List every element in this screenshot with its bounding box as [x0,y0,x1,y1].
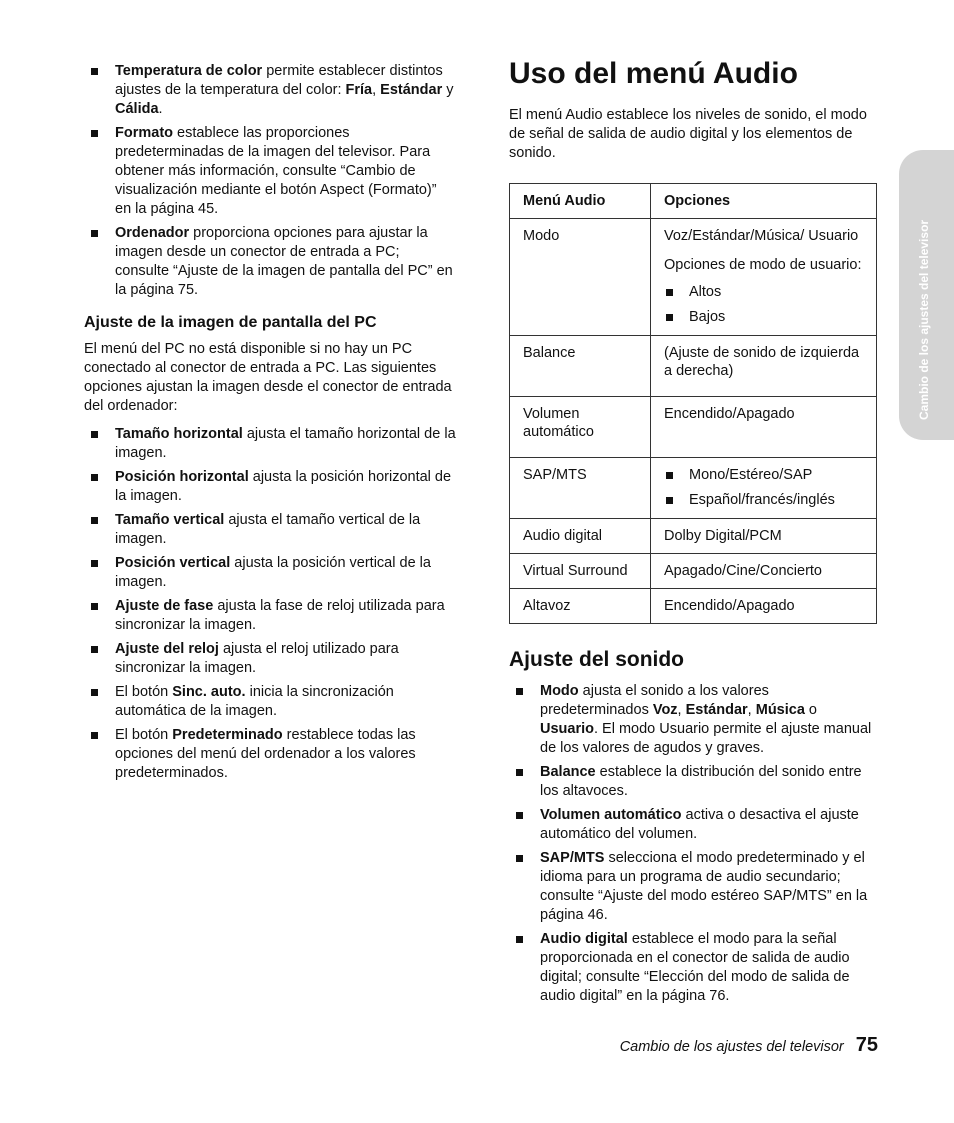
footer-text: Cambio de los ajustes del televisor [619,1039,844,1055]
table-cell: (Ajuste de sonido de izquierda a derecha) [651,336,877,397]
list-item: Ordenador proporciona opciones para ajustar la imagen desde un conector de entrada a PC; consulte “Ajuste de la imagen de pantalla del PC” en la página 75. [84,224,456,300]
list-item: Volumen automático activa o desactiva el ajuste automático del volumen. [509,806,877,844]
list-item: Español/francés/inglés [664,491,864,510]
table-cell: Virtual Surround [510,554,651,589]
table-cell: Modo [510,219,651,336]
right-column [509,56,877,1011]
column-header: Opciones [651,184,877,219]
table-cell [651,458,877,519]
list-item: Formato establece las proporciones predeterminadas de la imagen del televisor. Para obtener más información, consulte “Cambio de visualización mediante el botón Aspect (Formato)” en la página 45. [84,124,456,219]
list-item: Altos [664,283,864,302]
cell-text: Voz/Estándar/Música/ Usuario [664,228,859,244]
table-cell: Audio digital [510,519,651,554]
bullet-list-top [84,62,456,300]
pc-intro: El menú del PC no está disponible si no hay un PC conectado al conector de entrada a PC. Las siguientes opciones ajustan la imagen desde el conector de entrada del ordenador: [84,341,452,414]
table-header-row [510,184,877,219]
table-cell: Apagado/Cine/Concierto [651,554,877,589]
list-item: Tamaño horizontal ajusta el tamaño horizontal de la imagen. [84,425,456,463]
list-item: Posición horizontal ajusta la posición horizontal de la imagen. [84,468,456,506]
chapter-tab [899,150,954,440]
column-header: Menú Audio [510,184,651,219]
list-item: Ajuste de fase ajusta la fase de reloj utilizada para sincronizar la imagen. [84,597,456,635]
table-row [510,397,877,458]
table-cell: Encendido/Apagado [651,589,877,624]
list-item: Modo ajusta el sonido a los valores predeterminados Voz, Estándar, Música o Usuario. El modo Usuario permite el ajuste manual de los valores de agudos y graves. [509,682,877,758]
page-title: Uso del menú Audio [509,57,798,90]
left-column [84,62,456,788]
table-cell [651,219,877,336]
section-heading-sound: Ajuste del sonido [509,648,685,671]
list-item: Tamaño vertical ajusta el tamaño vertical de la imagen. [84,511,456,549]
list-item: Posición vertical ajusta la posición vertical de la imagen. [84,554,456,592]
list-item: Audio digital establece el modo para la señal proporcionada en el conector de salida de audio digital; consulte “Elección del modo de salida de audio digital” en la página 76. [509,930,877,1006]
list-item: Bajos [664,308,864,327]
audio-intro: El menú Audio establece los niveles de sonido, el modo de señal de salida de audio digital y los elementos de sonido. [509,107,867,161]
table-cell: Volumen automático [510,397,651,458]
table-cell: Encendido/Apagado [651,397,877,458]
list-item: El botón Predeterminado restablece todas las opciones del menú del ordenador a los valores predeterminados. [84,726,456,783]
cell-list [664,283,864,327]
table-row [510,458,877,519]
page-number: 75 [855,1034,878,1056]
list-item: Balance establece la distribución del sonido entre los altavoces. [509,763,877,801]
audio-menu-table [509,183,877,624]
list-item: Mono/Estéreo/SAP [664,466,864,485]
table-cell: Altavoz [510,589,651,624]
table-row [510,554,877,589]
chapter-tab-label: Cambio de los ajustes del televisor [917,219,931,420]
list-item: SAP/MTS selecciona el modo predeterminado y el idioma para un programa de audio secundario; consulte “Ajuste del modo estéreo SAP/MTS” en la página 46. [509,849,877,925]
table-row [510,336,877,397]
table-row [510,219,877,336]
bullet-list-sound [509,682,877,1006]
cell-text: Opciones de modo de usuario: [664,257,862,273]
list-item: El botón Sinc. auto. inicia la sincronización automática de la imagen. [84,683,456,721]
list-item: Temperatura de color permite establecer distintos ajustes de la temperatura del color: Fría, Estándar y Cálida. [84,62,456,119]
list-item: Ajuste del reloj ajusta el reloj utilizado para sincronizar la imagen. [84,640,456,678]
table-row [510,519,877,554]
cell-list [664,466,864,510]
bullet-list-pc [84,425,456,783]
table-row [510,589,877,624]
section-heading-pc: Ajuste de la imagen de pantalla del PC [84,314,377,331]
table-cell: Dolby Digital/PCM [651,519,877,554]
table-cell: Balance [510,336,651,397]
table-cell: SAP/MTS [510,458,651,519]
page-footer [620,1034,878,1057]
